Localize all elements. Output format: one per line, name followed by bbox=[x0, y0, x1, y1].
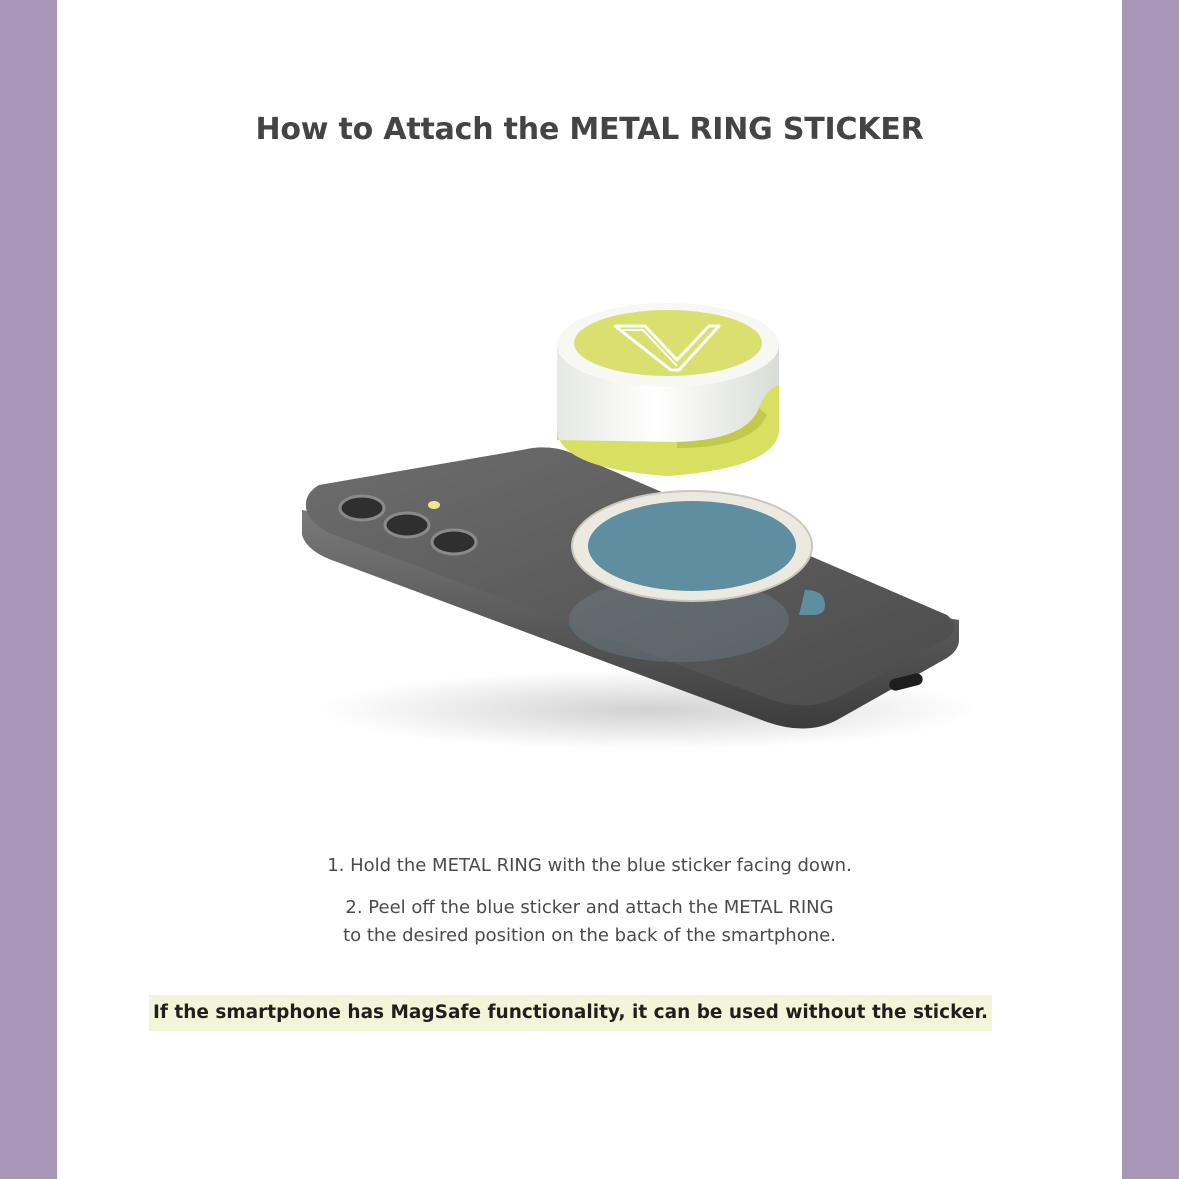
step-1: 1. Hold the METAL RING with the blue sticker facing down. bbox=[327, 855, 852, 876]
step-2 bbox=[57, 894, 1122, 950]
illustration-svg bbox=[247, 290, 1007, 750]
ring-holder bbox=[247, 290, 779, 476]
flash-icon bbox=[428, 501, 440, 509]
left-border-band bbox=[0, 0, 57, 1179]
camera-lens-icon bbox=[432, 530, 476, 554]
right-border-band bbox=[1122, 0, 1179, 1179]
blue-sticker bbox=[588, 501, 796, 591]
camera-lens-icon bbox=[340, 496, 384, 520]
step-2-line-2: to the desired position on the back of the smartphone. bbox=[343, 925, 836, 946]
page-title: How to Attach the METAL RING STICKER bbox=[255, 112, 924, 147]
holder-letter: V bbox=[247, 290, 248, 291]
instruction-steps bbox=[57, 852, 1122, 964]
product-illustration bbox=[247, 290, 1007, 750]
camera-lens-icon bbox=[385, 513, 429, 537]
instruction-card bbox=[57, 0, 1122, 1179]
step-2-line-1: 2. Peel off the blue sticker and attach the METAL RING bbox=[345, 897, 834, 918]
magsafe-notice: If the smartphone has MagSafe functionality, it can be used without the sticker. bbox=[149, 995, 992, 1031]
